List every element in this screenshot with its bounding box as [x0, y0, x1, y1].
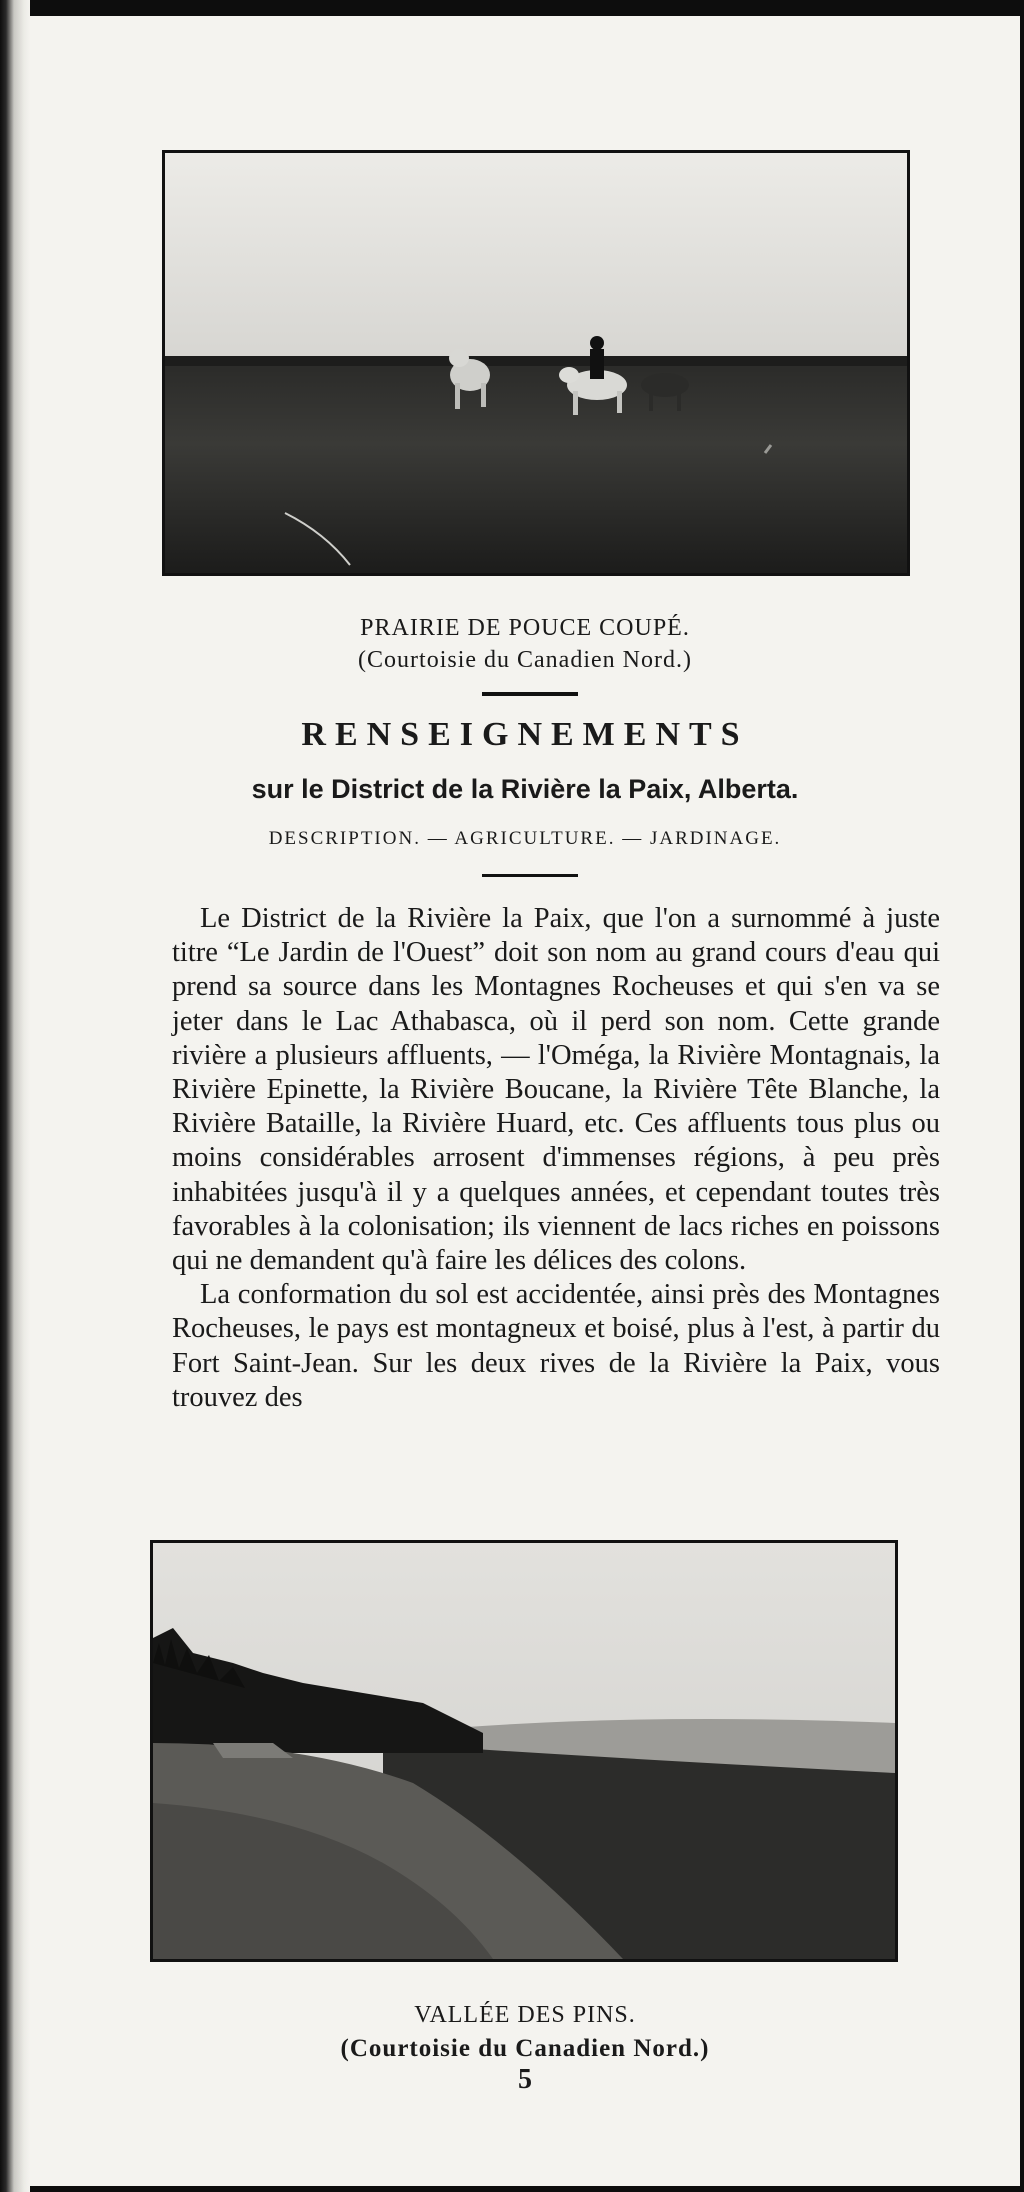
prairie-caption-title: PRAIRIE DE POUCE COUPÉ. — [360, 615, 690, 641]
prairie-caption — [30, 612, 1020, 676]
valley-photo — [150, 1540, 898, 1962]
document-page — [30, 16, 1020, 2186]
section-list: DESCRIPTION. — AGRICULTURE. — JARDINAGE. — [268, 828, 782, 849]
divider-bottom — [482, 874, 578, 877]
book-spine-shadow — [0, 0, 30, 2192]
valley-caption-title: VALLÉE DES PINS. — [414, 2002, 636, 2028]
prairie-caption-credit: (Courtoisie du Canadien Nord.) — [358, 647, 692, 673]
prairie-photo — [162, 150, 910, 576]
page-subtitle: sur le District de la Rivière la Paix, Alberta. — [251, 774, 799, 804]
valley-caption — [30, 1998, 1020, 2066]
page-number: 5 — [518, 2064, 532, 2095]
valley-caption-credit: (Courtoisie du Canadien Nord.) — [340, 2035, 710, 2062]
page-title: RENSEIGNEMENTS — [301, 716, 749, 753]
divider-top — [482, 692, 578, 696]
paragraph: La conformation du sol est accidentée, ainsi près des Montagnes Rocheuses, le pays est montagneux et boisé, plus à l'est, à partir du Fort Saint-Jean. Sur les deux rives de la Rivière la Paix, vous trouvez des — [172, 1279, 940, 1413]
article-body — [172, 902, 940, 1415]
paragraph: Le District de la Rivière la Paix, que l'on a surnommé à juste titre “Le Jardin de l'Ouest” doit son nom au grand cours d'eau qui prend sa source dans les Montagnes Rocheuses et qui s'en va se jeter dans le Lac Athabasca, où il perd son nom. Cette grande rivière a plusieurs affluents, — l'Oméga, la Rivière Montagnais, la Rivière Epinette, la Rivière Boucane, la Rivière Tête Blanche, la Rivière Bataille, la Rivière Huard, etc. Ces affluents tous plus ou moins considérables arrosent d'immenses régions, à peu près inhabitées jusqu'à il y a quelques années, et cependant toutes très favorables à la colonisation; ils viennent de lacs riches en poissons qui ne demandent qu'à faire les délices des colons. — [172, 903, 940, 1277]
